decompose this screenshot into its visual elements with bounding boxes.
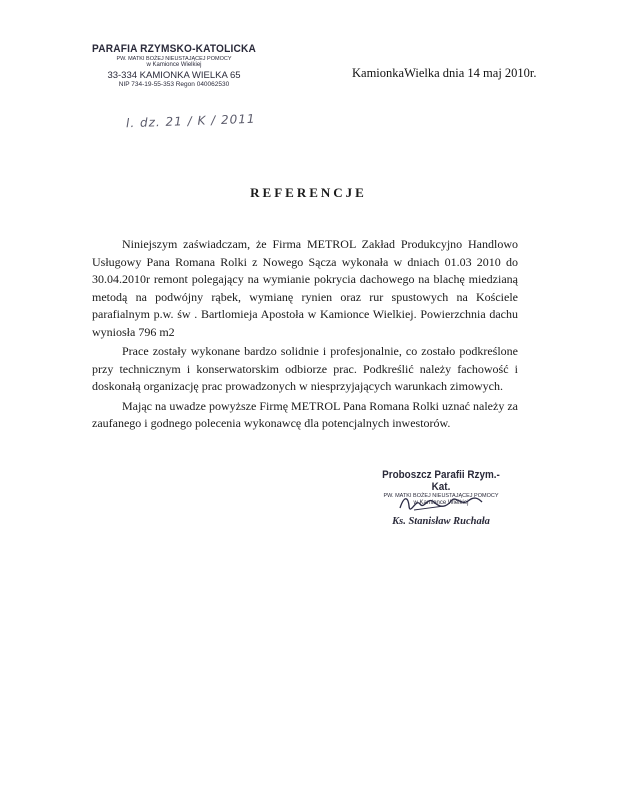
paragraph-3: Mając na uwadze powyższe Firmę METROL Pana Romana Rolki uznać należy za zaufanego i godnego polecenia wykonawcę dla potencjalnych inwestorów. [92, 398, 518, 430]
signatory-dedication: PW. MATKI BOŻEJ NIEUSTAJĄCEJ POMOCY [383, 493, 499, 500]
letter-body [92, 236, 518, 433]
place-and-date: KamionkaWielka dnia 14 maj 2010r. [352, 66, 537, 80]
parish-header-stamp [84, 44, 264, 88]
signatory-title: Proboszcz Parafii Rzym.-Kat. [382, 469, 500, 493]
document-heading: REFERENCJE [250, 185, 367, 200]
parish-address: 33-334 KAMIONKA WIELKA 65 [107, 69, 241, 81]
signatory-place: w Kamionce Wielkiej [413, 499, 469, 506]
parish-nip-regon: NIP 734-19-55-353 Regon 040062530 [118, 80, 230, 88]
parish-dedication: PW. MATKI BOŻEJ NIEUSTAJĄCEJ POMOCY [116, 55, 232, 62]
paragraph-1: Niniejszym zaświadczam, że Firma METROL Zakład Produkcyjno Handlowo Usługowy Pana Romana Rolki z Nowego Sącza wykonała w dniach 01.03 2010 do 30.04.2010r remont polegający na wymianie pokrycia dachowego na blachę miedzianą metodą na podwójny rąbek, wymianę rynien oraz rur spustowych na Kościele parafialnym p.w. św . Bartlomieja Apostoła w Kamionce Wielkiej. Powierzchnia dachu wyniosła 796 m2 [92, 237, 518, 339]
parish-place: w Kamionce Wielkiej [146, 62, 202, 69]
handwritten-signature-icon [394, 492, 484, 514]
reference-number: l. dz. 21 / K / 2011 [125, 111, 256, 131]
signature-stamp [366, 470, 516, 527]
parish-name: PARAFIA RZYMSKO-KATOLICKA [92, 43, 256, 55]
signatory-name: Ks. Stanisław Ruchała [392, 516, 490, 528]
paragraph-2: Prace zostały wykonane bardzo solidnie i profesjonalnie, co zostało podkreślone przy technicznym i konserwatorskim odbiorze prac. Podkreślić należy fachowość i doskonałą organizację prac prowadzonych w niesprzyjających warunkach zimowych. [92, 344, 518, 393]
